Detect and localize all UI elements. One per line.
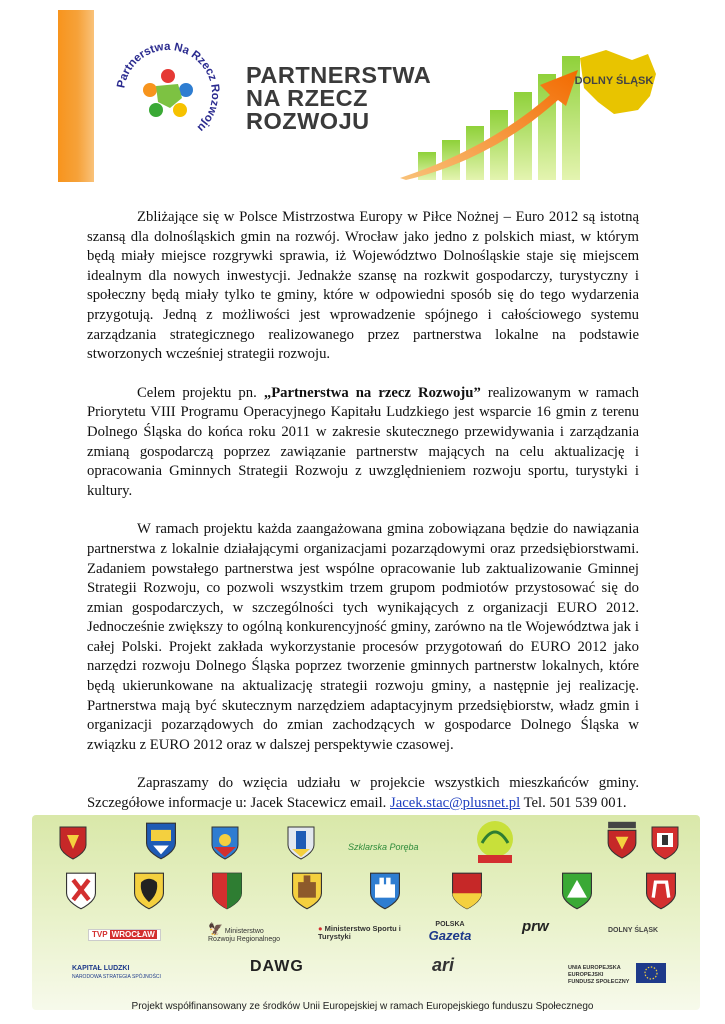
title-line-2: NA RZECZ — [246, 85, 368, 111]
crest-icon — [290, 871, 324, 911]
gazeta-top-label: POLSKA — [435, 921, 465, 928]
eu-label-2: EUROPEJSKI — [568, 972, 604, 978]
invitation-text: Zapraszamy do wzięcia udziału w projekcie wszystkich mieszkańców gminy. Szczegółowe informacje u: Jacek Stacewicz email. — [87, 775, 639, 812]
szklarska-poreba-logo: Szklarska Poręba — [348, 842, 419, 852]
region-label: DOLNY ŚLĄSK — [574, 75, 654, 87]
orange-accent-bar — [58, 10, 94, 182]
contact-email-link[interactable]: Jacek.stac@plusnet.pl — [390, 795, 521, 812]
crest-icon — [606, 821, 638, 861]
paragraph-intro: Zbliżające się w Polsce Mistrzostwa Europy w Piłce Nożnej – Euro 2012 są istotną szansą dla dolnośląskich gmin na rozwój. Wrocław jako jedno z polskich miast, w którym będą miały miejsce rozgrywki sprawia, iż Województwo Dolnośląskie staje się miejscem idealnym dla nowych inwestycji. Jednakże szansę na rozkwit gospodarczy, turystyczny i społeczny będą miały tylko te gminy, które w odpowiedni sposób się do tego wydarzenia przygotują. Jedną z możliwości jest wprowadzenie spójnego i całościowego systemu zarządzania strategicznego realizowanego przez partnerstwa lokalne na podstawie stworzonych wcześniej strategii rozwoju. — [87, 209, 639, 363]
piechowice-logo-icon — [470, 817, 520, 867]
eu-label-3: FUNDUSZ SPOŁECZNY — [568, 979, 630, 985]
title-line-1: PARTNERSTWA — [246, 62, 432, 88]
ari-logo: ari — [432, 955, 455, 975]
eu-flag-icon — [636, 963, 666, 983]
kapital-sub-label: NARODOWA STRATEGIA SPÓJNOŚCI — [72, 974, 161, 980]
growth-chart-graphic — [400, 40, 660, 180]
paragraph-invitation — [87, 774, 639, 813]
goal-text-start: Celem projektu pn. — [137, 384, 264, 401]
ministry-regional-label: Ministerstwo Rozwoju Regionalnego — [208, 928, 280, 943]
crest-icon — [210, 825, 240, 861]
eu-label-1: UNIA EUROPEJSKA — [568, 965, 621, 971]
partners-footer — [32, 815, 700, 1010]
contact-phone: Tel. 501 539 001. — [520, 795, 627, 812]
crest-icon — [210, 871, 244, 911]
crest-icon — [644, 871, 678, 911]
title-line-3: ROZWOJU — [246, 108, 370, 134]
gazeta-label: Gazeta — [428, 928, 472, 943]
crest-icon — [132, 871, 166, 911]
crest-icon — [58, 825, 88, 861]
partnership-logo — [112, 38, 224, 150]
tvp-label: TVP — [92, 930, 108, 939]
paragraph-goal — [87, 384, 639, 502]
crest-icon — [144, 821, 178, 861]
dolny-slask-logo: DOLNY ŚLĄSK — [608, 927, 659, 934]
kapital-ludzki-logo — [72, 965, 168, 981]
ministry-sport-logo: ● Ministerstwo Sportu i Turystyki — [318, 924, 401, 941]
article-body — [87, 208, 639, 833]
crest-icon — [450, 871, 484, 911]
kapital-label: KAPITAŁ LUDZKI — [72, 965, 130, 972]
tvp-wroclaw-logo — [88, 929, 161, 941]
project-name: „Partnerstwa na rzecz Rozwoju” — [263, 384, 481, 401]
crest-icon — [286, 825, 316, 861]
crest-icon — [650, 825, 680, 861]
ministry-regional-logo: 🦅 Ministerstwo Rozwoju Regionalnego — [208, 922, 280, 943]
paragraph-scope: W ramach projektu każda zaangażowana gmina zobowiązana będzie do nawiązania partnerstwa z lokalnie działającymi organizacjami pozarządowymi oraz przedsiębiorstwami. Zadaniem powstałego partnerstwa jest wspólne opracowanie lub zaktualizowanie Gminnej Strategii Rozwoju, co pozwoli wszystkim trzem grupom podmiotów przystosować się do zmian gospodarczych, w szczególności tych wynikających z organizacji EURO 2012. Jednocześnie zwiększy to ogólną konkurencyjność gminy, zarówno na tle Województwa jak i całej Polski. Projekt zakłada wykorzystanie procesów przygotowań do EURO 2012 jako narzędzi rozwoju Dolnego Śląska poprzez tworzenie gminnych partnerstw lokalnych, które będą ukierunkowane na aktualizację strategii rozwoju gminy, a następnie jej realizację. Partnerstwa mają być skutecznym narzędziem adaptacyjnym przedsiębiorstw, władz gmin i organizacji pozarządowych do zmian zachodzących w gospodarce Dolnego Śląska w związku z EURO 2012 oraz w dalszej perspektywie czasowej. — [87, 521, 639, 753]
eu-fund-logo — [568, 965, 634, 986]
logo-circle-text: Partnerstwa Na Rzecz Rozwoju — [115, 40, 222, 134]
crest-icon — [368, 871, 402, 911]
goal-text-end: realizowanym w ramach Priorytetu VIII Programu Operacyjnego Kapitału Ludzkiego jest wsparcie 16 gmin z terenu Dolnego Śląska do końca roku 2011 w zakresie skutecznego przewidywania i zarządzania zmianą gospodarczą poprzez zawiązanie partnerstw mających na celu aktualizację i opracowania Gminnych Strategii Rozwoju z uwzględnieniem rozwoju sportu, turystyki i kultury. — [87, 384, 639, 499]
cofinancing-note: Projekt współfinansowany ze środków Unii Europejskiej w ramach Europejskiego funduszu Społecznego — [131, 1001, 594, 1012]
tvp-city-label: WROCŁAW — [111, 930, 155, 939]
dawg-logo: DAWG — [250, 958, 304, 975]
polska-gazeta-logo — [422, 921, 478, 943]
ministry-sport-label: Ministerstwo Sportu i Turystyki — [318, 924, 401, 941]
prw-logo: prw — [522, 918, 549, 935]
crest-icon — [64, 871, 98, 911]
crest-icon — [560, 871, 594, 911]
